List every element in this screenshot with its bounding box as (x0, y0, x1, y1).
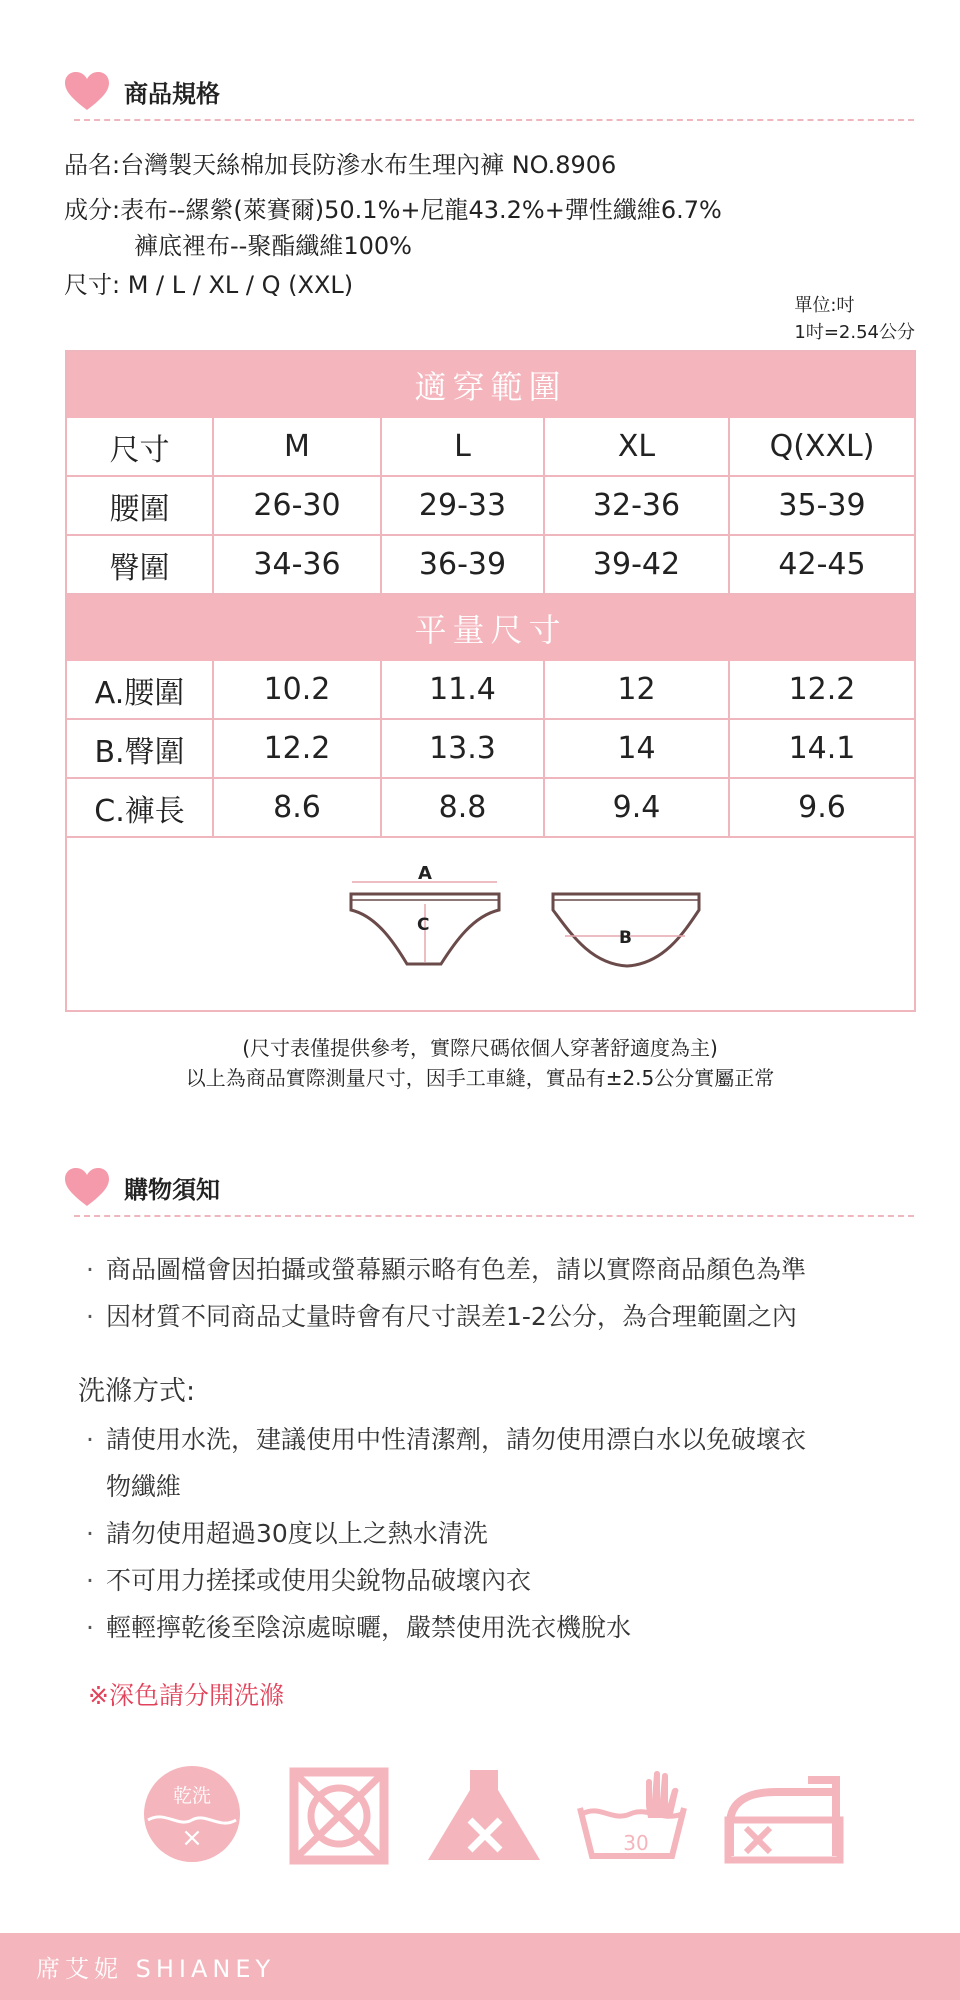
dark-color-warning: ※深色請分開洗滌 (88, 1681, 284, 1710)
table-cell: 8.8 (382, 779, 545, 838)
list-item: · 因材質不同商品丈量時會有尺寸誤差1-2公分，為合理範圍之內 (86, 1302, 797, 1331)
table-cell: 34-36 (214, 536, 382, 595)
header-cell: 尺寸 (67, 418, 214, 477)
note-line-2: 以上為商品實際測量尺寸，因手工車縫，實品有±2.5公分實屬正常 (185, 1066, 775, 1090)
table-cell: 9.6 (730, 779, 914, 838)
label-c: C (417, 915, 430, 935)
shopping-divider (74, 1215, 914, 1217)
brand-footer (0, 1933, 960, 2000)
list-item: · 輕輕擰乾後至陰涼處晾曬，嚴禁使用洗衣機脫水 (86, 1613, 632, 1642)
table-cell: 32-36 (545, 477, 730, 536)
hand-wash-30-icon (580, 1771, 684, 1856)
size-disclaimer (0, 1033, 960, 1093)
specs-section-title: 商品規格 (124, 79, 220, 108)
table-row (67, 477, 914, 536)
table-cell: 29-33 (382, 477, 545, 536)
table-row (67, 720, 914, 779)
list-item-continuation: 物纖維 (106, 1472, 182, 1501)
label-a: A (418, 863, 432, 884)
list-item: · 請使用水洗，建議使用中性清潔劑，請勿使用漂白水以免破壞衣 (86, 1425, 807, 1454)
product-name: 品名:台灣製天絲棉加長防滲水布生理內褲 NO.8906 (64, 151, 617, 179)
list-item: · 不可用力搓揉或使用尖銳物品破壞內衣 (86, 1566, 532, 1595)
size-table (65, 350, 916, 1012)
table-cell: B.臀圍 (67, 720, 214, 779)
header-cell: Q(XXL) (730, 418, 914, 477)
material-lining: 褲底裡布--聚酯纖維100% (134, 232, 412, 260)
table-cell: 12 (545, 661, 730, 720)
no-bleach-icon (428, 1770, 540, 1860)
header-cell: L (382, 418, 545, 477)
no-dry-clean-icon (144, 1766, 240, 1862)
heart-icon (64, 71, 110, 111)
table-cell: 10.2 (214, 661, 382, 720)
table-cell: 14 (545, 720, 730, 779)
no-tumble-dry-icon (294, 1772, 384, 1860)
table-row (67, 418, 914, 477)
table-row (67, 661, 914, 720)
no-iron-icon (728, 1780, 840, 1860)
table-cell: 14.1 (730, 720, 914, 779)
table-cell: 8.6 (214, 779, 382, 838)
header-cell: M (214, 418, 382, 477)
table-cell: 39-42 (545, 536, 730, 595)
table-cell: 12.2 (214, 720, 382, 779)
fit-range-band: 適穿範圍 (67, 352, 914, 418)
table-cell: 腰圍 (67, 477, 214, 536)
material-outer: 成分:表布--縲縈(萊賽爾)50.1%+尼龍43.2%+彈性纖維6.7% (64, 196, 722, 224)
table-cell: 26-30 (214, 477, 382, 536)
brand-name: 席艾妮 SHIANEY (36, 1955, 276, 1983)
unit-line-1: 單位:吋 (794, 295, 855, 316)
table-cell: 36-39 (382, 536, 545, 595)
list-item: · 商品圖檔會因拍攝或螢幕顯示略有色差，請以實際商品顏色為準 (86, 1255, 807, 1284)
svg-text:30: 30 (623, 1831, 649, 1855)
table-cell: 臀圍 (67, 536, 214, 595)
front-brief-icon (351, 863, 499, 964)
unit-note (794, 292, 915, 346)
table-cell: 42-45 (730, 536, 914, 595)
table-cell: 35-39 (730, 477, 914, 536)
size-list: 尺寸: M / L / XL / Q (XXL) (64, 271, 354, 299)
table-row (67, 779, 914, 838)
washing-title: 洗滌方式: (78, 1376, 196, 1407)
measurement-diagram (337, 852, 777, 982)
shopping-section-header (64, 1167, 220, 1207)
heart-icon (64, 1167, 110, 1207)
label-b: B (619, 928, 632, 948)
specs-section-header (64, 71, 220, 111)
care-icons-row (0, 1760, 960, 1870)
svg-text:乾洗: 乾洗 (172, 1785, 212, 1807)
table-cell: A.腰圍 (67, 661, 214, 720)
flat-size-band: 平量尺寸 (67, 595, 914, 661)
svg-text:×: × (181, 1823, 203, 1853)
specs-divider (74, 119, 914, 121)
table-cell: 9.4 (545, 779, 730, 838)
list-item: · 請勿使用超過30度以上之熱水清洗 (86, 1519, 488, 1548)
table-cell: 11.4 (382, 661, 545, 720)
table-row (67, 536, 914, 595)
shopping-section-title: 購物須知 (124, 1175, 220, 1204)
table-cell: 13.3 (382, 720, 545, 779)
header-cell: XL (545, 418, 730, 477)
table-cell: C.褲長 (67, 779, 214, 838)
back-brief-icon (553, 894, 699, 966)
note-line-1: (尺寸表僅提供參考，實際尺碼依個人穿著舒適度為主) (242, 1036, 718, 1060)
table-cell: 12.2 (730, 661, 914, 720)
unit-line-2: 1吋=2.54公分 (794, 322, 915, 343)
